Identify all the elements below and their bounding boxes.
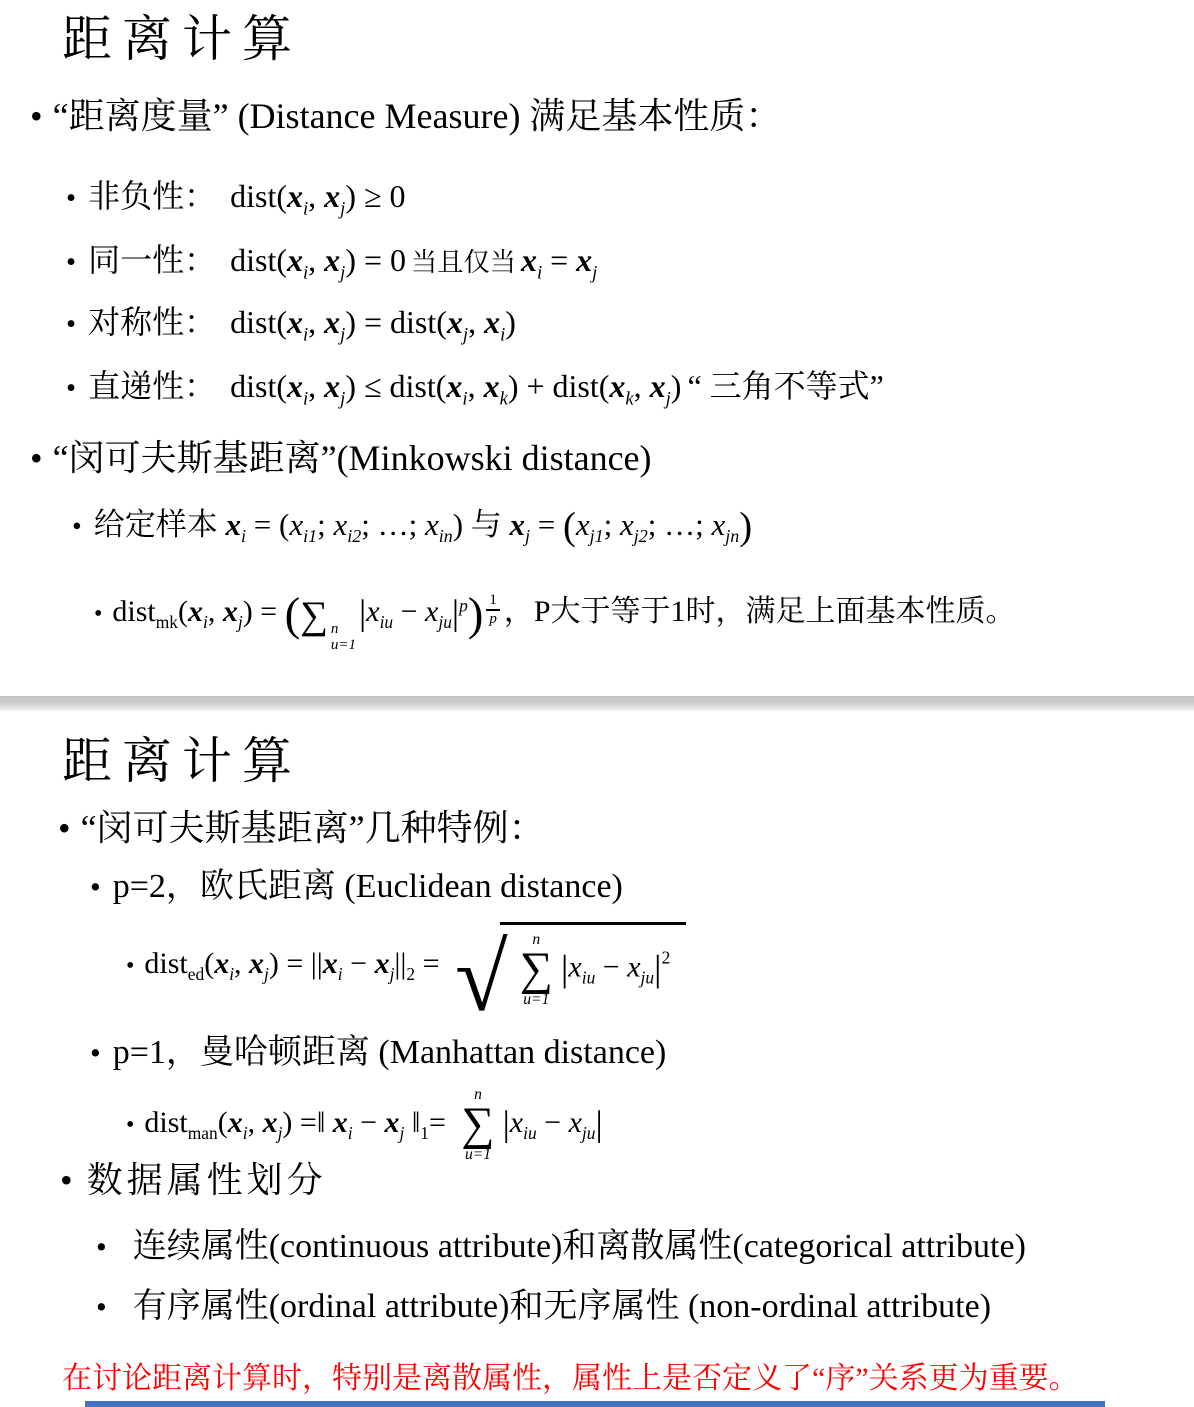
property-identity	[66, 240, 598, 284]
attribute-item-continuous-categorical	[96, 1226, 1026, 1269]
attribute-item-ordinal-nonordinal	[96, 1286, 991, 1329]
bullet-marker	[94, 599, 102, 629]
slide2-title: 距离计算	[62, 733, 302, 789]
euclidean-heading	[90, 866, 623, 909]
data-attribute-heading-text: 数据属性划分	[86, 1160, 327, 1200]
property-formula: $dist(x_i$, $x_j$) ≤ $dist(x_i$, $x_k$) + $dist(x_k$, $x_j$) “ 三角不等式”	[230, 368, 884, 410]
measure-heading-text: “距离度量” (Distance Measure) 满足基本性质：	[52, 96, 782, 136]
euclidean-heading-text: p=2，欧氏距离 (Euclidean distance)	[112, 868, 623, 905]
attribute-item-text: 连续属性(continuous attribute)和离散属性(categorical attribute)	[132, 1228, 1026, 1265]
bullet-marker	[72, 510, 82, 545]
slide1-title: 距离计算	[62, 11, 302, 67]
property-symmetry	[66, 302, 516, 346]
bullet-marker	[96, 1288, 107, 1326]
bullet-marker	[66, 307, 76, 343]
property-non-negativity	[66, 176, 406, 220]
manhattan-formula-line	[126, 1086, 603, 1164]
euclidean-formula-line	[126, 922, 686, 1031]
manhattan-formula: $dist_{man}(x_i$, $x_j$) =‖ $x_i - x_j$ $‖_1=$ n ∑ u=1 $|x_{iu} - x_{ju}|$	[144, 1086, 603, 1163]
property-formula: $dist(x_i$, $x_j) \ge 0$	[230, 178, 406, 220]
sample-definition-formula: 给定样本 $x_i = (x_{i1}$; $x_{i2}$; …; $x_{in}$) 与 $x_j = (x_{j1}$; $x_{j2}$; …; $x_{jn}$)	[93, 504, 753, 548]
bullet-marker	[60, 1158, 77, 1203]
bullet-marker	[126, 951, 134, 981]
property-label: 对称性：	[88, 304, 217, 340]
bullet-marker	[126, 1110, 134, 1140]
manhattan-heading-text: p=1，曼哈顿距离 (Manhattan distance)	[112, 1034, 667, 1071]
property-label: 直递性：	[88, 368, 217, 404]
property-triangle-inequality	[66, 366, 884, 410]
minkowski-sample-definition	[72, 504, 753, 548]
bullet-marker	[30, 436, 43, 481]
data-attribute-heading	[60, 1158, 327, 1203]
bullet-marker	[90, 1034, 101, 1072]
property-label: 同一性：	[88, 242, 217, 278]
minkowski-formula: $dist_{mk}(x_i$, $x_j$) = (∑ n u=1 $|x_{iu} - x_{ju}|^p$) $\frac{1}{p}$ ，P大于等于1时，满足上面基本性质。	[112, 588, 1016, 654]
special-cases-heading-text: “闵可夫斯基距离”几种特例：	[80, 808, 545, 848]
bullet-marker	[30, 94, 43, 139]
bullet-marker	[58, 806, 71, 851]
bullet-marker	[66, 245, 76, 281]
minkowski-heading-text: “闵可夫斯基距离”(Minkowski distance)	[52, 438, 652, 478]
property-formula: $dist(x_i$, $x_j$) = $dist(x_j$, $x_i$)	[230, 304, 516, 346]
property-label: 非负性：	[88, 178, 217, 214]
euclidean-formula: $dist_{ed}(x_i$, $x_j) = ||x_i - x_j||_2$ = √ n ∑ u=1 $|x_{iu} - x_{ju}|^2$	[144, 947, 686, 980]
attribute-item-text: 有序属性(ordinal attribute)和无序属性 (non-ordinal attribute)	[132, 1288, 992, 1325]
minkowski-formula-line	[94, 588, 1016, 654]
slide-divider	[0, 696, 1194, 711]
bullet-marker	[96, 1228, 107, 1266]
red-note: 在讨论距离计算时，特别是离散属性，属性上是否定义了“序”关系更为重要。	[62, 1362, 1079, 1395]
bullet-marker	[66, 181, 76, 217]
bullet-marker	[90, 868, 101, 906]
property-formula: $dist(x_i$, $x_j) = 0$ 当且仅当 $x_i = x_j$	[230, 242, 598, 284]
slide2-special-cases-heading	[58, 806, 545, 851]
slide1-minkowski-heading	[30, 436, 652, 481]
manhattan-heading	[90, 1032, 666, 1075]
bullet-marker	[66, 371, 76, 407]
slide1-measure-heading	[30, 94, 781, 139]
bottom-accent-bar	[85, 1401, 1105, 1407]
